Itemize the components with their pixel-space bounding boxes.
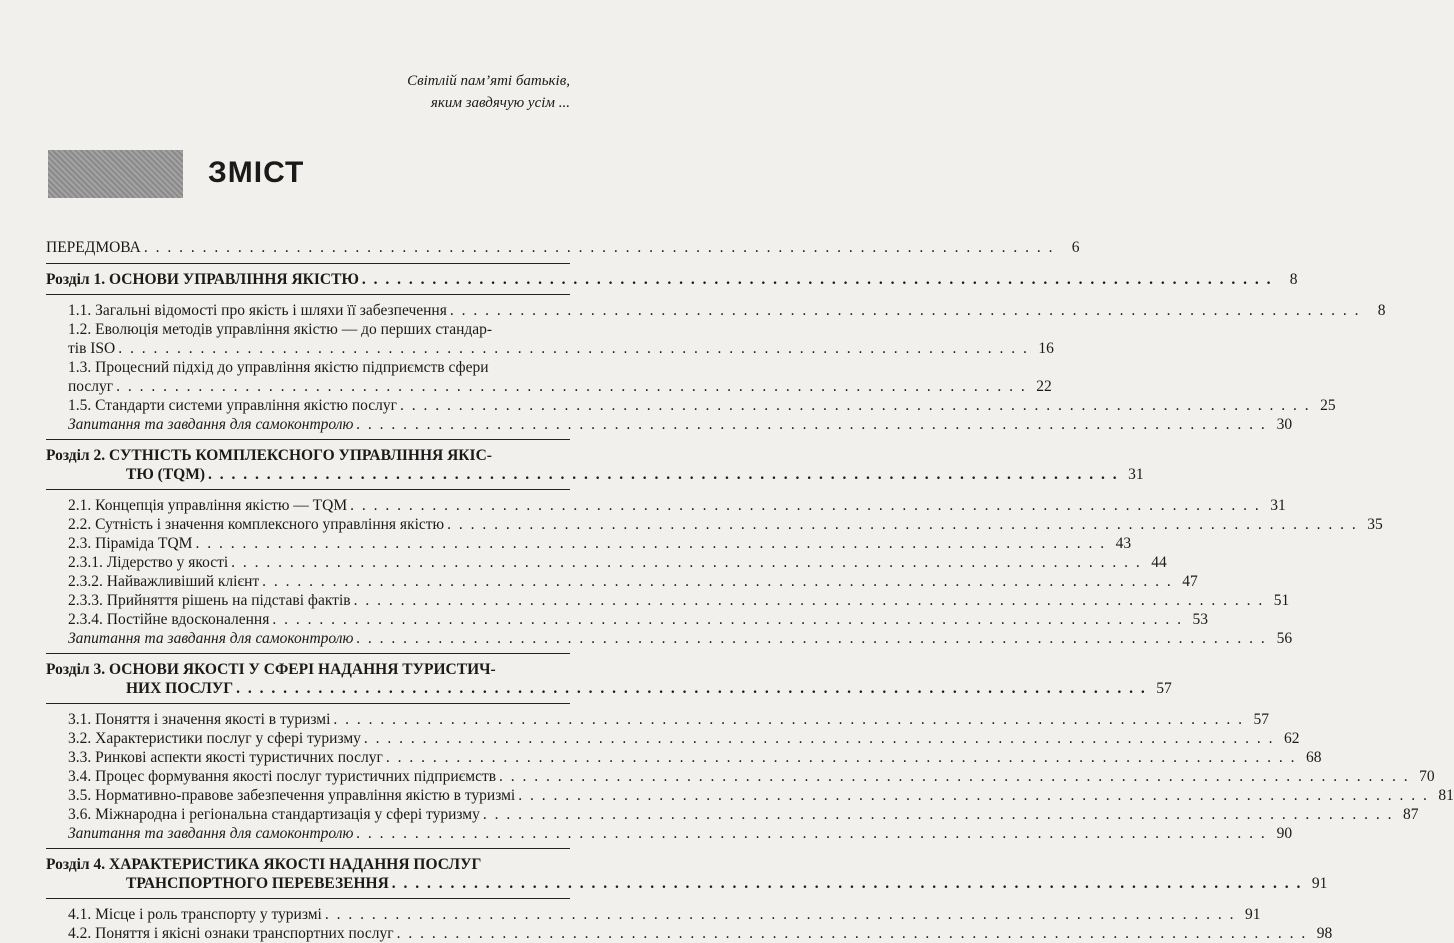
leader-dots xyxy=(450,301,1361,320)
section-divider xyxy=(46,263,570,264)
toc-page-number: 35 xyxy=(1367,516,1383,533)
toc-entry-label: 4.1. Місце і роль транспорту у туризмі xyxy=(68,906,322,923)
leader-dots xyxy=(362,270,1273,289)
leader-dots xyxy=(350,496,1261,515)
toc-entry-label: 4.2. Поняття і якісні ознаки транспортних послуг xyxy=(68,925,394,942)
toc-section-4 xyxy=(46,848,1333,943)
toc-section-2 xyxy=(46,439,1383,648)
toc-entry-label: 3.6. Міжнародна і регіональна стандартизація у сфері туризму xyxy=(68,806,480,823)
toc-entry-label: 1.5. Стандарти системи управління якістю послуг xyxy=(68,397,397,414)
title-block xyxy=(48,150,568,200)
section-divider xyxy=(46,489,570,490)
toc-section-heading[interactable] xyxy=(46,855,1328,893)
leader-dots xyxy=(499,767,1410,786)
toc-page-number: 91 xyxy=(1244,906,1261,923)
toc-page-number: 6 xyxy=(1071,239,1080,256)
toc-item[interactable] xyxy=(46,320,1054,358)
toc-entry-label: 1.1. Загальні відомості про якість і шляхи її забезпечення xyxy=(68,302,447,319)
section-divider xyxy=(46,294,570,295)
section-divider xyxy=(46,848,570,849)
toc-entry-label: 2.3.4. Постійне вдосконалення xyxy=(68,611,270,628)
toc-sections xyxy=(46,263,1454,943)
toc-page-number: 44 xyxy=(1151,554,1167,571)
toc-item[interactable] xyxy=(46,553,1167,572)
toc-entry-label: 3.3. Ринкові аспекти якості туристичних послуг xyxy=(68,749,383,766)
toc-item[interactable] xyxy=(46,534,1132,553)
toc-page-number: 70 xyxy=(1419,768,1435,785)
toc-entry-label: 2.1. Концепція управління якістю — TQM xyxy=(68,497,348,514)
toc-page-number: 57 xyxy=(1253,711,1270,728)
dedication-line: Світлій пам’яті батьків, xyxy=(407,73,570,89)
toc-page-number: 30 xyxy=(1276,416,1293,433)
toc-page-number: 57 xyxy=(1156,680,1172,697)
toc-page-number: 43 xyxy=(1115,535,1132,552)
leader-dots xyxy=(392,874,1303,893)
toc-section-heading[interactable] xyxy=(46,270,1298,289)
toc-item[interactable] xyxy=(46,415,1293,434)
leader-dots xyxy=(118,339,1029,358)
toc-page-number: 25 xyxy=(1320,397,1336,414)
toc-section-label: Розділ 4. ХАРАКТЕРИСТИКА ЯКОСТІ НАДАННЯ ПОСЛУГ xyxy=(46,856,482,873)
leader-dots xyxy=(195,534,1106,553)
leader-dots xyxy=(272,610,1183,629)
toc-entry-label: 3.5. Нормативно-правове забезпечення управління якістю в туризмі xyxy=(68,787,516,804)
toc-section-label: Розділ 1. ОСНОВИ УПРАВЛІННЯ ЯКІСТЮ xyxy=(46,271,359,288)
leader-dots xyxy=(116,377,1027,396)
leader-dots xyxy=(325,905,1236,924)
toc-section-label-cont: НИХ ПОСЛУГ xyxy=(126,680,234,697)
toc-page-number: 8 xyxy=(1289,271,1298,288)
toc-item[interactable] xyxy=(46,515,1383,534)
leader-dots xyxy=(208,465,1119,484)
toc-page-number: 68 xyxy=(1305,749,1322,766)
leader-dots xyxy=(356,824,1267,843)
toc-page-number: 31 xyxy=(1270,497,1286,514)
toc-item[interactable] xyxy=(46,610,1208,629)
toc-item[interactable] xyxy=(46,591,1290,610)
leader-dots xyxy=(364,729,1275,748)
toc-entry-label: 3.2. Характеристики послуг у сфері туризму xyxy=(68,730,361,747)
toc-page-number: 22 xyxy=(1036,378,1052,395)
leader-dots xyxy=(262,572,1173,591)
dedication xyxy=(407,70,570,114)
toc-entry-label-cont: тів ISO xyxy=(68,340,116,357)
toc-page-number: 31 xyxy=(1128,466,1144,483)
toc-questions-label: Запитання та завдання для самоконтролю xyxy=(68,416,354,433)
toc-page-number: 51 xyxy=(1273,592,1290,609)
page-title: ЗМІСТ xyxy=(208,156,305,189)
section-divider xyxy=(46,898,570,899)
toc-page-number: 8 xyxy=(1377,302,1386,319)
toc-item[interactable] xyxy=(46,572,1198,591)
toc-item[interactable] xyxy=(46,629,1293,648)
toc-questions-label: Запитання та завдання для самоконтролю xyxy=(68,825,354,842)
leader-dots xyxy=(356,415,1267,434)
section-divider xyxy=(46,703,570,704)
toc-entry-label: 2.2. Сутність і значення комплексного управління якістю xyxy=(68,516,445,533)
leader-dots xyxy=(231,553,1142,572)
toc-page-number: 91 xyxy=(1311,875,1328,892)
toc-page-number: 98 xyxy=(1316,925,1333,942)
leader-dots xyxy=(483,805,1394,824)
dedication-line: яким завдячую усім ... xyxy=(430,95,570,111)
toc-section-heading[interactable] xyxy=(46,660,1172,698)
toc-page-number: 16 xyxy=(1038,340,1054,357)
toc-entry-label: 2.3.1. Лідерство у якості xyxy=(68,554,229,571)
toc-page-number: 90 xyxy=(1276,825,1293,842)
toc-entry-label: 3.4. Процес формування якості послуг туристичних підприємств xyxy=(68,768,497,785)
toc-page-number: 56 xyxy=(1276,630,1293,647)
toc-entry-label: 3.1. Поняття і значення якості в туризмі xyxy=(68,711,331,728)
toc-item[interactable] xyxy=(46,786,1454,805)
leader-dots xyxy=(397,924,1308,943)
toc-entry-label: ПЕРЕДМОВА xyxy=(46,239,141,256)
toc-section-label-cont: ТРАНСПОРТНОГО ПЕРЕВЕЗЕННЯ xyxy=(126,875,389,892)
toc-page-number: 53 xyxy=(1192,611,1208,628)
section-divider xyxy=(46,439,570,440)
toc-section-heading[interactable] xyxy=(46,446,1144,484)
toc-entry-label: 2.3.2. Найважливіший клієнт xyxy=(68,573,260,590)
toc-item[interactable] xyxy=(46,905,1261,924)
toc-page-number: 62 xyxy=(1284,730,1300,747)
leader-dots xyxy=(400,396,1311,415)
toc-section-3 xyxy=(46,653,1454,843)
leader-dots xyxy=(356,629,1267,648)
toc-page-number: 81 xyxy=(1438,787,1454,804)
toc-questions-label: Запитання та завдання для самоконтролю xyxy=(68,630,354,647)
leader-dots xyxy=(144,238,1055,257)
toc-entry-label: 2.3. Піраміда TQM xyxy=(68,535,193,552)
toc-section-1 xyxy=(46,263,1386,434)
toc-item[interactable] xyxy=(46,496,1286,515)
leader-dots xyxy=(236,679,1147,698)
toc-section-label: Розділ 3. ОСНОВИ ЯКОСТІ У СФЕРІ НАДАННЯ ТУРИСТИЧ- xyxy=(46,661,496,678)
toc-item[interactable] xyxy=(46,729,1300,748)
toc-item[interactable] xyxy=(46,805,1419,824)
toc-item[interactable] xyxy=(46,301,1386,320)
toc-section-label: Розділ 2. СУТНІСТЬ КОМПЛЕКСНОГО УПРАВЛІННЯ ЯКІС- xyxy=(46,447,492,464)
toc-entry-label: 1.3. Процесний підхід до управління якістю підприємств сфери xyxy=(68,359,489,376)
toc-entry-label-cont: послуг xyxy=(68,378,114,395)
title-decoration-bar xyxy=(48,150,183,198)
toc-item[interactable] xyxy=(46,767,1435,786)
leader-dots xyxy=(518,786,1429,805)
leader-dots xyxy=(447,515,1358,534)
toc-item[interactable] xyxy=(46,748,1322,767)
table-of-contents xyxy=(46,238,1454,943)
toc-item[interactable] xyxy=(46,358,1052,396)
toc-page-number: 47 xyxy=(1182,573,1198,590)
toc-entry-label: 2.3.3. Прийняття рішень на підставі фактів xyxy=(68,592,351,609)
toc-item[interactable] xyxy=(46,824,1293,843)
toc-page-number: 87 xyxy=(1402,806,1419,823)
toc-item[interactable] xyxy=(46,924,1333,943)
toc-entry-label: 1.2. Еволюція методів управління якістю — до перших стандар- xyxy=(68,321,493,338)
toc-preface[interactable] xyxy=(46,238,1080,257)
section-divider xyxy=(46,653,570,654)
toc-item[interactable] xyxy=(46,710,1270,729)
leader-dots xyxy=(354,591,1265,610)
toc-item[interactable] xyxy=(46,396,1336,415)
leader-dots xyxy=(386,748,1297,767)
leader-dots xyxy=(333,710,1244,729)
toc-section-label-cont: ТЮ (TQM) xyxy=(126,466,206,483)
